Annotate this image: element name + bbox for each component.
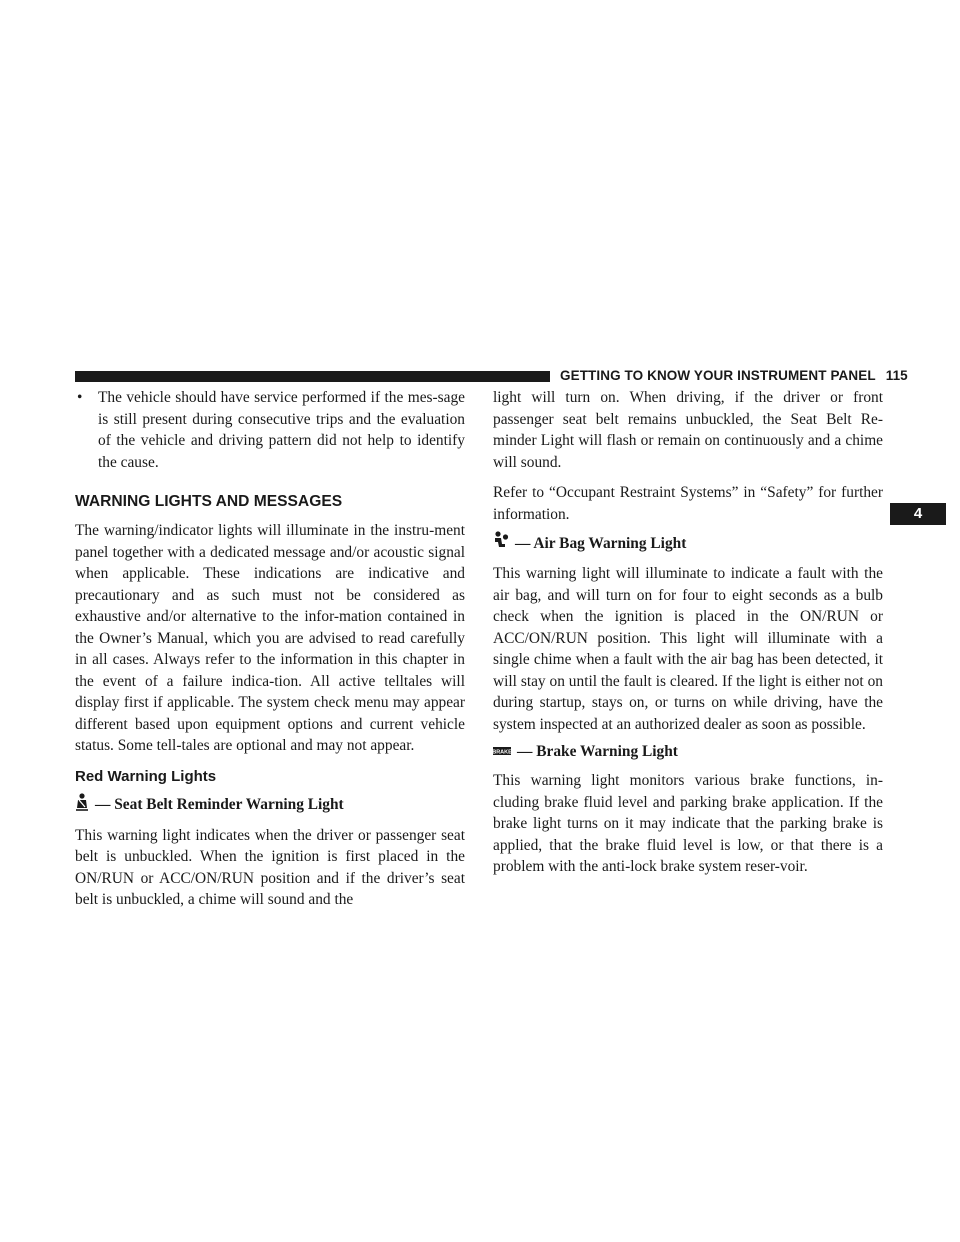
brake-paragraph: This warning light monitors various brake functions, in-cluding brake fluid level and parking brake application. If the brake light turns on it may indicate that the parking brake is applied, that the brake fluid level is low, or that there is a problem with the anti-lock brake system reser-voir. — [493, 772, 883, 875]
header-bar — [75, 371, 550, 382]
seatbelt-icon — [75, 793, 89, 817]
bullet-text: The vehicle should have service performed if the mes-sage is still present during consecutive trips and the evaluation of the vehicle and driving pattern did not help to identify the cause. — [98, 389, 465, 471]
left-column — [75, 387, 465, 911]
airbag-title: — Air Bag Warning Light — [515, 534, 687, 552]
section-heading: WARNING LIGHTS AND MESSAGES — [75, 493, 343, 510]
intro-paragraph: The warning/indicator lights will illuminate in the instru-ment panel together with a dedicated message and/or acoustic signal when applicable. These indications are indicative and precautionary and as such must not be considered as exhaustive and/or alternative to the infor-mation contained in the Owner’s Manual, which you are advised to read carefully in all cases. Always refer to the information in this chapter in the event of a failure indica-tion. All active telltales will display first if applicable. The system check menu may appear different based upon equipment options and current vehicle status. Some tell-tales are optional and may not appear. — [75, 522, 465, 754]
airbag-heading — [493, 531, 883, 555]
header-title: GETTING TO KNOW YOUR INSTRUMENT PANEL — [560, 368, 876, 383]
seatbelt-heading — [75, 793, 465, 817]
seatbelt-paragraph: This warning light indicates when the driver or passenger seat belt is unbuckled. When the ignition is first placed in the ON/RUN or ACC/ON/RUN position and if the driver’s seat belt is unbuckled, a chime will sound and the — [75, 826, 465, 908]
page-number: 115 — [885, 368, 908, 383]
seatbelt-title: — Seat Belt Reminder Warning Light — [95, 796, 344, 813]
brake-heading — [493, 741, 883, 762]
subheading-red-warning-lights: Red Warning Lights — [75, 767, 217, 785]
airbag-paragraph: This warning light will illuminate to indicate a fault with the air bag, and will turn on for four to eight seconds as a bulb check when the ignition is placed in the ON/RUN or ACC/ON/RUN position. This light will illuminate with a single chime when a fault with the air bag has been detected, it will stay on until the fault is cleared. If the light is either not on during startup, stays on, or turns on while driving, have the system inspected at an authorized dealer as soon as possible. — [493, 565, 883, 733]
running-header — [560, 368, 908, 383]
brake-icon — [493, 741, 511, 762]
brake-icon-label: BRAKE — [493, 749, 511, 756]
bullet-marker: • — [77, 389, 83, 406]
chapter-tab[interactable]: 4 — [890, 503, 946, 525]
bullet-item — [75, 387, 465, 473]
right-column — [493, 387, 883, 878]
brake-title: — Brake Warning Light — [517, 743, 678, 760]
airbag-icon — [493, 531, 509, 555]
seatbelt-paragraph-continued: light will turn on. When driving, if the driver or front passenger seat belt remains unbuckled, the Seat Belt Re-minder Light will flash or remain on continuously and a chime will sound. — [493, 389, 883, 471]
refer-paragraph: Refer to “Occupant Restraint Systems” in “Safety” for further information. — [493, 484, 883, 523]
